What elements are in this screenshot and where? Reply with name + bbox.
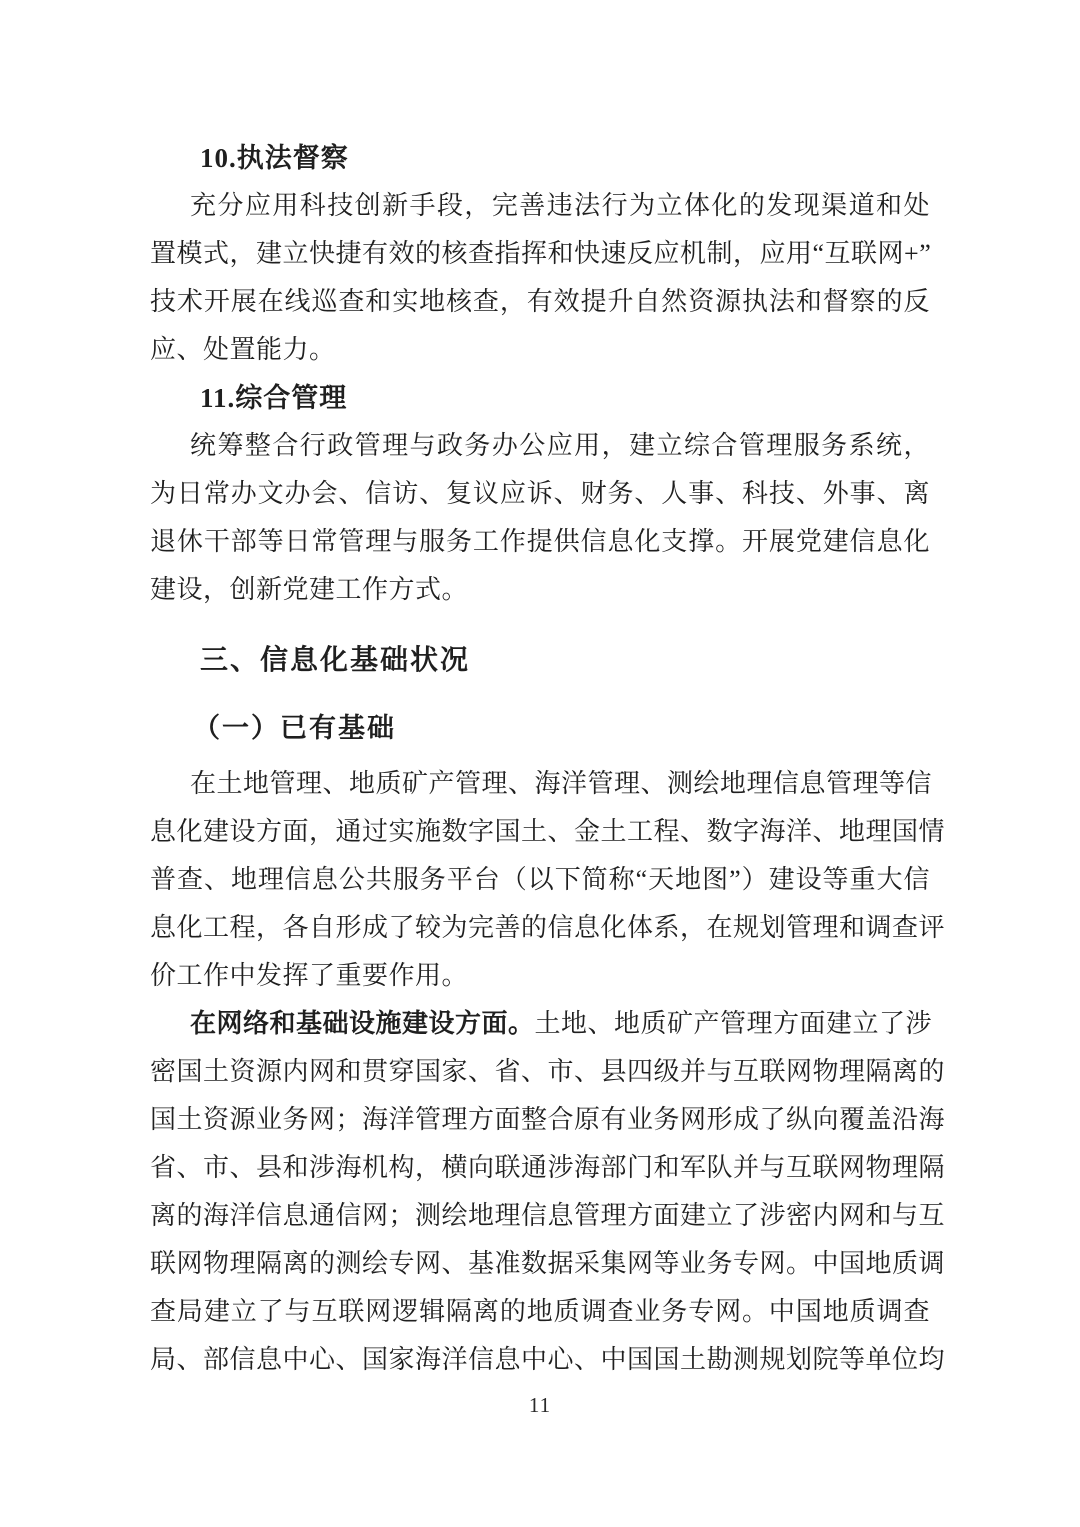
body-line: 联网物理隔离的测绘专网、基准数据采集网等业务专网。中国地质调 (150, 1249, 946, 1278)
text-block (150, 134, 946, 1384)
chapter-heading: 三、信息化基础状况 (200, 644, 471, 675)
body-line: 统筹整合行政管理与政务办公应用，建立综合管理服务系统， (190, 431, 930, 460)
body-line: 省、市、县和涉海机构，横向联通涉海部门和军队并与互联网物理隔 (150, 1153, 946, 1182)
paragraph-existing-foundation (150, 760, 946, 1000)
body-line: 置模式，建立快捷有效的核查指挥和快速反应机制，应用“互联网+” (150, 239, 932, 268)
body-line: 充分应用科技创新手段，完善违法行为立体化的发现渠道和处 (190, 191, 930, 220)
body-line: 建设，创新党建工作方式。 (150, 575, 469, 604)
paragraph-network-infrastructure (150, 1000, 946, 1384)
body-line (150, 1000, 933, 1048)
body-line: 息化工程，各自形成了较为完善的信息化体系，在规划管理和调查评 (150, 913, 946, 942)
body-line: 离的海洋信息通信网；测绘地理信息管理方面建立了涉密内网和与互 (150, 1201, 946, 1230)
body-line: 应、处置能力。 (150, 335, 336, 364)
lead-rest-text: 土地、地质矿产管理方面建立了涉 (534, 1009, 933, 1038)
body-line: 技术开展在线巡查和实地核查，有效提升自然资源执法和督察的反 (150, 287, 930, 316)
body-line: 息化建设方面，通过实施数字国土、金土工程、数字海洋、地理国情 (150, 817, 946, 846)
body-line: 局、部信息中心、国家海洋信息中心、中国国土勘测规划院等单位均 (150, 1345, 946, 1374)
body-line: 在土地管理、地质矿产管理、海洋管理、测绘地理信息管理等信 (190, 769, 933, 798)
body-line: 密国土资源内网和贯穿国家、省、市、县四级并与互联网物理隔离的 (150, 1057, 946, 1086)
subsection-heading: （一）已有基础 (193, 713, 396, 743)
body-line: 国土资源业务网；海洋管理方面整合原有业务网形成了纵向覆盖沿海 (150, 1105, 946, 1134)
section-heading-11: 11.综合管理 (200, 383, 348, 413)
body-line: 普查、地理信息公共服务平台（以下简称“天地图”）建设等重大信 (150, 865, 930, 894)
section-heading-10: 10.执法督察 (200, 143, 349, 173)
body-line: 查局建立了与互联网逻辑隔离的地质调查业务专网。中国地质调查 (150, 1297, 930, 1326)
page-number: 11 (528, 1393, 552, 1417)
bold-lead-text: 在网络和基础设施建设方面。 (190, 1009, 535, 1038)
body-line: 价工作中发挥了重要作用。 (150, 961, 469, 990)
paragraph-law-enforcement (150, 182, 930, 374)
body-line: 为日常办文办会、信访、复议应诉、财务、人事、科技、外事、离 (150, 479, 930, 508)
body-line: 退休干部等日常管理与服务工作提供信息化支撑。开展党建信息化 (150, 527, 930, 556)
paragraph-comprehensive-management (150, 422, 930, 614)
